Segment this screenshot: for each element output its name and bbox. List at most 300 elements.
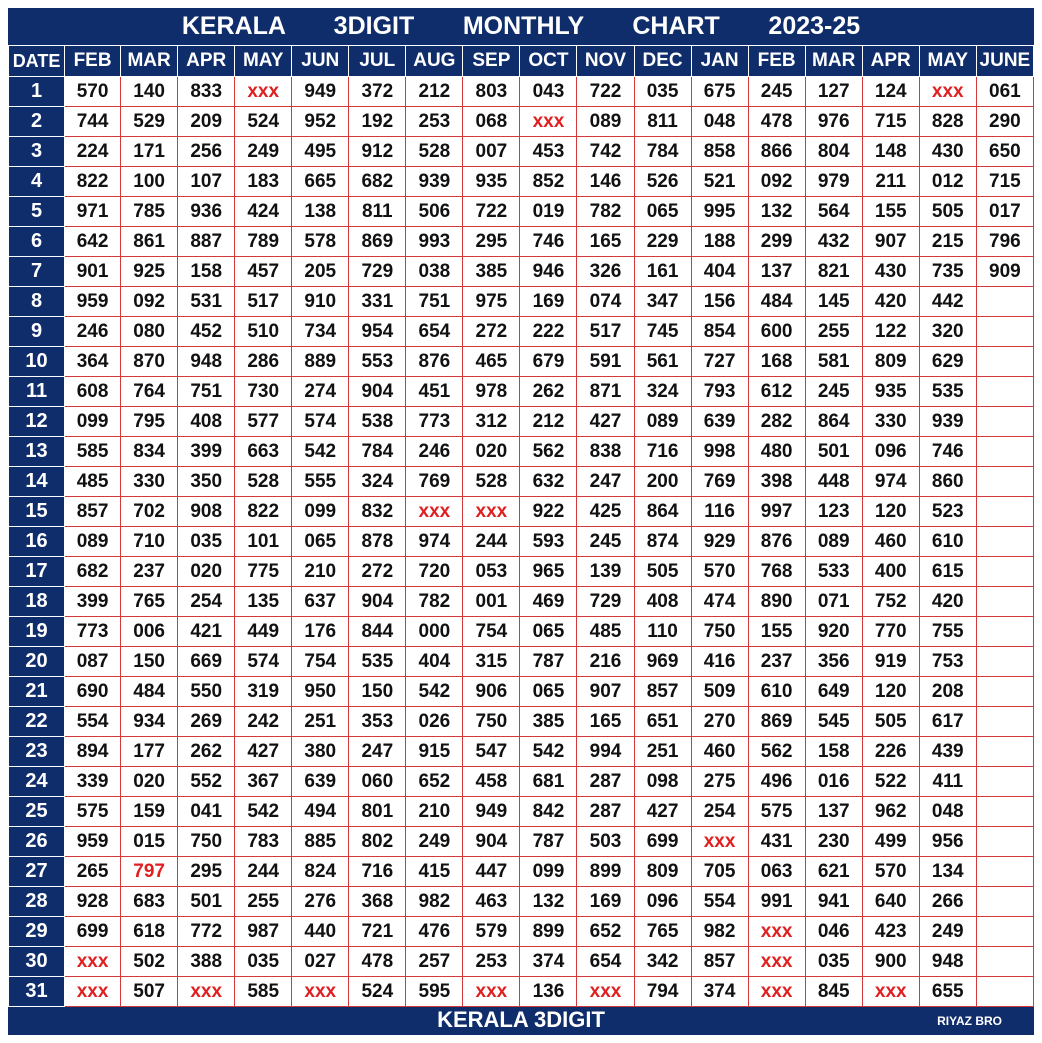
- table-row: [9, 557, 1034, 587]
- result-cell: 101: [235, 527, 292, 557]
- result-cell: 579: [463, 917, 520, 947]
- result-cell: 526: [634, 167, 691, 197]
- result-cell: 959: [65, 827, 121, 857]
- month-column-header: JUN: [292, 46, 349, 77]
- result-cell: 899: [520, 917, 577, 947]
- result-cell: [976, 857, 1033, 887]
- result-cell: 256: [178, 137, 235, 167]
- result-cell: 621: [805, 857, 862, 887]
- date-column-header: DATE: [9, 46, 65, 77]
- result-cell: 495: [292, 137, 349, 167]
- result-cell: 159: [121, 797, 178, 827]
- result-cell: 065: [634, 197, 691, 227]
- result-cell: 834: [121, 437, 178, 467]
- result-cell: 287: [577, 797, 634, 827]
- table-row: [9, 947, 1034, 977]
- result-cell: 939: [919, 407, 976, 437]
- result-cell: 350: [178, 467, 235, 497]
- result-cell: 773: [406, 407, 463, 437]
- result-cell: 948: [178, 347, 235, 377]
- result-cell: 946: [520, 257, 577, 287]
- result-cell: 424: [235, 197, 292, 227]
- result-cell: 663: [235, 437, 292, 467]
- result-cell: 100: [121, 167, 178, 197]
- result-cell: 458: [463, 767, 520, 797]
- date-cell: 12: [9, 407, 65, 437]
- result-cell: 427: [235, 737, 292, 767]
- result-cell: 821: [805, 257, 862, 287]
- result-cell: 842: [520, 797, 577, 827]
- result-cell: 020: [121, 767, 178, 797]
- result-cell: 900: [862, 947, 919, 977]
- result-cell: 399: [178, 437, 235, 467]
- date-cell: 4: [9, 167, 65, 197]
- table-row: [9, 407, 1034, 437]
- result-cell: xxx: [292, 977, 349, 1007]
- result-cell: 773: [65, 617, 121, 647]
- result-cell: 451: [406, 377, 463, 407]
- result-cell: 169: [520, 287, 577, 317]
- result-cell: [976, 677, 1033, 707]
- result-cell: 574: [235, 647, 292, 677]
- result-cell: 870: [121, 347, 178, 377]
- result-cell: 593: [520, 527, 577, 557]
- month-column-header: APR: [178, 46, 235, 77]
- result-cell: 339: [65, 767, 121, 797]
- result-cell: 547: [463, 737, 520, 767]
- result-cell: 857: [65, 497, 121, 527]
- result-cell: 460: [862, 527, 919, 557]
- result-cell: 832: [349, 497, 406, 527]
- result-cell: 529: [121, 107, 178, 137]
- result-cell: 000: [406, 617, 463, 647]
- result-cell: 089: [634, 407, 691, 437]
- result-cell: 146: [577, 167, 634, 197]
- result-cell: 265: [65, 857, 121, 887]
- result-cell: 176: [292, 617, 349, 647]
- result-cell: 753: [919, 647, 976, 677]
- result-cell: 735: [919, 257, 976, 287]
- result-cell: 148: [862, 137, 919, 167]
- result-cell: [976, 557, 1033, 587]
- result-cell: 290: [976, 107, 1033, 137]
- result-cell: 822: [235, 497, 292, 527]
- result-cell: 253: [463, 947, 520, 977]
- result-cell: 844: [349, 617, 406, 647]
- result-cell: 286: [235, 347, 292, 377]
- result-cell: [976, 587, 1033, 617]
- result-cell: 505: [919, 197, 976, 227]
- result-cell: 679: [520, 347, 577, 377]
- result-cell: 617: [919, 707, 976, 737]
- result-cell: 651: [634, 707, 691, 737]
- result-cell: 971: [65, 197, 121, 227]
- result-cell: 222: [520, 317, 577, 347]
- result-cell: 092: [121, 287, 178, 317]
- result-cell: 080: [121, 317, 178, 347]
- result-cell: 224: [65, 137, 121, 167]
- result-cell: 246: [406, 437, 463, 467]
- result-cell: 612: [748, 377, 805, 407]
- result-cell: 528: [235, 467, 292, 497]
- month-column-header: NOV: [577, 46, 634, 77]
- result-cell: 038: [406, 257, 463, 287]
- result-cell: 908: [178, 497, 235, 527]
- results-table: [8, 45, 1034, 1007]
- result-cell: 423: [862, 917, 919, 947]
- result-cell: 954: [349, 317, 406, 347]
- result-cell: 591: [577, 347, 634, 377]
- result-cell: 140: [121, 77, 178, 107]
- result-cell: 974: [862, 467, 919, 497]
- result-cell: 987: [235, 917, 292, 947]
- date-cell: 25: [9, 797, 65, 827]
- result-cell: 939: [406, 167, 463, 197]
- result-cell: xxx: [748, 977, 805, 1007]
- result-cell: [976, 377, 1033, 407]
- result-cell: 510: [235, 317, 292, 347]
- result-cell: 585: [65, 437, 121, 467]
- result-cell: 368: [349, 887, 406, 917]
- result-cell: 754: [463, 617, 520, 647]
- result-cell: 775: [235, 557, 292, 587]
- date-cell: 29: [9, 917, 65, 947]
- table-row: [9, 857, 1034, 887]
- result-cell: 262: [178, 737, 235, 767]
- result-cell: [976, 647, 1033, 677]
- result-cell: [976, 707, 1033, 737]
- result-cell: 415: [406, 857, 463, 887]
- result-cell: 901: [65, 257, 121, 287]
- result-cell: 282: [748, 407, 805, 437]
- result-cell: [976, 917, 1033, 947]
- result-cell: 577: [235, 407, 292, 437]
- result-cell: 542: [292, 437, 349, 467]
- table-row: [9, 737, 1034, 767]
- result-cell: 245: [805, 377, 862, 407]
- result-cell: 158: [178, 257, 235, 287]
- result-cell: 019: [520, 197, 577, 227]
- result-cell: 509: [691, 677, 748, 707]
- date-cell: 2: [9, 107, 65, 137]
- result-cell: 237: [748, 647, 805, 677]
- result-cell: 063: [748, 857, 805, 887]
- result-cell: 650: [976, 137, 1033, 167]
- result-cell: 772: [178, 917, 235, 947]
- result-cell: 237: [121, 557, 178, 587]
- date-cell: 14: [9, 467, 65, 497]
- result-cell: 048: [691, 107, 748, 137]
- result-cell: 956: [919, 827, 976, 857]
- table-row: [9, 497, 1034, 527]
- footer-bar: [8, 1005, 1034, 1035]
- result-cell: 864: [805, 407, 862, 437]
- result-cell: 249: [919, 917, 976, 947]
- result-cell: 894: [65, 737, 121, 767]
- result-cell: 802: [349, 827, 406, 857]
- result-cell: [976, 287, 1033, 317]
- result-cell: [976, 977, 1033, 1007]
- result-cell: 770: [862, 617, 919, 647]
- date-cell: 16: [9, 527, 65, 557]
- result-cell: 035: [235, 947, 292, 977]
- result-cell: xxx: [65, 947, 121, 977]
- result-cell: 427: [577, 407, 634, 437]
- table-row: [9, 437, 1034, 467]
- result-cell: 430: [919, 137, 976, 167]
- result-cell: 629: [919, 347, 976, 377]
- result-cell: 012: [919, 167, 976, 197]
- result-cell: 654: [577, 947, 634, 977]
- result-cell: 275: [691, 767, 748, 797]
- result-cell: 272: [349, 557, 406, 587]
- result-cell: 595: [406, 977, 463, 1007]
- result-cell: 794: [634, 977, 691, 1007]
- result-cell: 262: [520, 377, 577, 407]
- result-cell: 978: [463, 377, 520, 407]
- chart-frame: [8, 8, 1034, 1035]
- result-cell: 615: [919, 557, 976, 587]
- result-cell: 501: [805, 437, 862, 467]
- result-cell: 065: [292, 527, 349, 557]
- result-cell: 096: [634, 887, 691, 917]
- result-cell: 331: [349, 287, 406, 317]
- result-cell: 864: [634, 497, 691, 527]
- result-cell: 655: [919, 977, 976, 1007]
- result-cell: 272: [463, 317, 520, 347]
- table-row: [9, 287, 1034, 317]
- result-cell: 385: [520, 707, 577, 737]
- result-cell: 727: [691, 347, 748, 377]
- result-cell: 364: [65, 347, 121, 377]
- result-cell: 542: [406, 677, 463, 707]
- result-cell: 675: [691, 77, 748, 107]
- result-cell: 270: [691, 707, 748, 737]
- result-cell: 374: [520, 947, 577, 977]
- result-cell: 854: [691, 317, 748, 347]
- result-cell: 991: [748, 887, 805, 917]
- result-cell: 562: [520, 437, 577, 467]
- result-cell: 478: [349, 947, 406, 977]
- result-cell: xxx: [463, 977, 520, 1007]
- result-cell: 962: [862, 797, 919, 827]
- result-cell: 416: [691, 647, 748, 677]
- date-cell: 10: [9, 347, 65, 377]
- result-cell: 254: [691, 797, 748, 827]
- date-cell: 21: [9, 677, 65, 707]
- result-cell: 811: [349, 197, 406, 227]
- result-cell: 752: [862, 587, 919, 617]
- result-cell: 734: [292, 317, 349, 347]
- result-cell: 200: [634, 467, 691, 497]
- result-cell: 935: [862, 377, 919, 407]
- result-cell: 046: [805, 917, 862, 947]
- result-cell: 320: [919, 317, 976, 347]
- result-cell: [976, 347, 1033, 377]
- result-cell: 783: [235, 827, 292, 857]
- result-cell: 145: [805, 287, 862, 317]
- result-cell: 150: [121, 647, 178, 677]
- result-cell: 427: [634, 797, 691, 827]
- result-cell: 993: [406, 227, 463, 257]
- result-cell: 652: [406, 767, 463, 797]
- result-cell: 600: [748, 317, 805, 347]
- date-cell: 24: [9, 767, 65, 797]
- result-cell: 120: [862, 677, 919, 707]
- result-cell: 531: [178, 287, 235, 317]
- result-cell: 533: [805, 557, 862, 587]
- table-row: [9, 587, 1034, 617]
- result-cell: [976, 497, 1033, 527]
- result-cell: 155: [748, 617, 805, 647]
- result-cell: 089: [577, 107, 634, 137]
- result-cell: 274: [292, 377, 349, 407]
- result-cell: 746: [520, 227, 577, 257]
- result-cell: 474: [691, 587, 748, 617]
- result-cell: 948: [919, 947, 976, 977]
- table-row: [9, 887, 1034, 917]
- result-cell: 020: [178, 557, 235, 587]
- date-cell: 28: [9, 887, 65, 917]
- result-cell: 789: [235, 227, 292, 257]
- result-cell: 087: [65, 647, 121, 677]
- result-cell: 833: [178, 77, 235, 107]
- result-cell: 439: [919, 737, 976, 767]
- result-cell: 074: [577, 287, 634, 317]
- result-cell: 246: [65, 317, 121, 347]
- result-cell: xxx: [862, 977, 919, 1007]
- result-cell: [976, 887, 1033, 917]
- result-cell: 669: [178, 647, 235, 677]
- result-cell: 380: [292, 737, 349, 767]
- month-column-header: APR: [862, 46, 919, 77]
- result-cell: 135: [235, 587, 292, 617]
- result-cell: 860: [919, 467, 976, 497]
- result-cell: 330: [862, 407, 919, 437]
- result-cell: 919: [862, 647, 919, 677]
- result-cell: 702: [121, 497, 178, 527]
- result-cell: xxx: [463, 497, 520, 527]
- result-cell: 528: [406, 137, 463, 167]
- result-cell: 995: [691, 197, 748, 227]
- result-cell: 949: [292, 77, 349, 107]
- result-cell: 524: [235, 107, 292, 137]
- result-cell: 192: [349, 107, 406, 137]
- result-cell: 137: [748, 257, 805, 287]
- result-cell: 959: [65, 287, 121, 317]
- result-cell: 068: [463, 107, 520, 137]
- result-cell: 071: [805, 587, 862, 617]
- result-cell: 035: [178, 527, 235, 557]
- table-row: [9, 677, 1034, 707]
- result-cell: 828: [919, 107, 976, 137]
- result-cell: 969: [634, 647, 691, 677]
- result-cell: 161: [634, 257, 691, 287]
- table-row: [9, 317, 1034, 347]
- result-cell: 550: [178, 677, 235, 707]
- result-cell: 041: [178, 797, 235, 827]
- result-cell: 554: [65, 707, 121, 737]
- result-cell: 909: [976, 257, 1033, 287]
- result-cell: 803: [463, 77, 520, 107]
- result-cell: 878: [349, 527, 406, 557]
- result-cell: 035: [634, 77, 691, 107]
- date-cell: 15: [9, 497, 65, 527]
- table-row: [9, 167, 1034, 197]
- result-cell: 904: [349, 587, 406, 617]
- table-row: [9, 377, 1034, 407]
- result-cell: 517: [577, 317, 634, 347]
- result-cell: 922: [520, 497, 577, 527]
- result-cell: 020: [463, 437, 520, 467]
- table-row: [9, 257, 1034, 287]
- result-cell: 935: [463, 167, 520, 197]
- result-cell: 715: [976, 167, 1033, 197]
- result-cell: 934: [121, 707, 178, 737]
- footer-credit: RIYAZ BRO: [937, 1014, 1002, 1028]
- result-cell: 889: [292, 347, 349, 377]
- result-cell: 165: [577, 707, 634, 737]
- result-cell: 912: [349, 137, 406, 167]
- result-cell: [976, 797, 1033, 827]
- result-cell: 356: [805, 647, 862, 677]
- result-cell: 425: [577, 497, 634, 527]
- result-cell: 099: [65, 407, 121, 437]
- result-cell: 127: [805, 77, 862, 107]
- result-cell: 562: [748, 737, 805, 767]
- month-column-header: AUG: [406, 46, 463, 77]
- result-cell: 060: [349, 767, 406, 797]
- result-cell: 507: [121, 977, 178, 1007]
- result-cell: 132: [520, 887, 577, 917]
- result-cell: 637: [292, 587, 349, 617]
- result-cell: xxx: [406, 497, 463, 527]
- result-cell: 874: [634, 527, 691, 557]
- result-cell: 110: [634, 617, 691, 647]
- result-cell: 244: [235, 857, 292, 887]
- result-cell: 098: [634, 767, 691, 797]
- result-cell: 801: [349, 797, 406, 827]
- result-cell: 226: [862, 737, 919, 767]
- result-cell: 890: [748, 587, 805, 617]
- table-row: [9, 527, 1034, 557]
- result-cell: 453: [520, 137, 577, 167]
- result-cell: 006: [121, 617, 178, 647]
- result-cell: 017: [976, 197, 1033, 227]
- result-cell: 764: [121, 377, 178, 407]
- result-cell: 858: [691, 137, 748, 167]
- result-cell: 793: [691, 377, 748, 407]
- result-cell: 722: [463, 197, 520, 227]
- result-cell: 255: [235, 887, 292, 917]
- date-cell: 7: [9, 257, 65, 287]
- month-column-header: JAN: [691, 46, 748, 77]
- result-cell: 431: [748, 827, 805, 857]
- result-cell: 411: [919, 767, 976, 797]
- table-row: [9, 77, 1034, 107]
- table-row: [9, 797, 1034, 827]
- result-cell: 499: [862, 827, 919, 857]
- result-cell: 099: [292, 497, 349, 527]
- result-cell: 216: [577, 647, 634, 677]
- result-cell: 809: [862, 347, 919, 377]
- result-cell: 506: [406, 197, 463, 227]
- result-cell: 982: [691, 917, 748, 947]
- result-cell: 787: [520, 827, 577, 857]
- date-cell: 3: [9, 137, 65, 167]
- result-cell: 168: [748, 347, 805, 377]
- result-cell: xxx: [691, 827, 748, 857]
